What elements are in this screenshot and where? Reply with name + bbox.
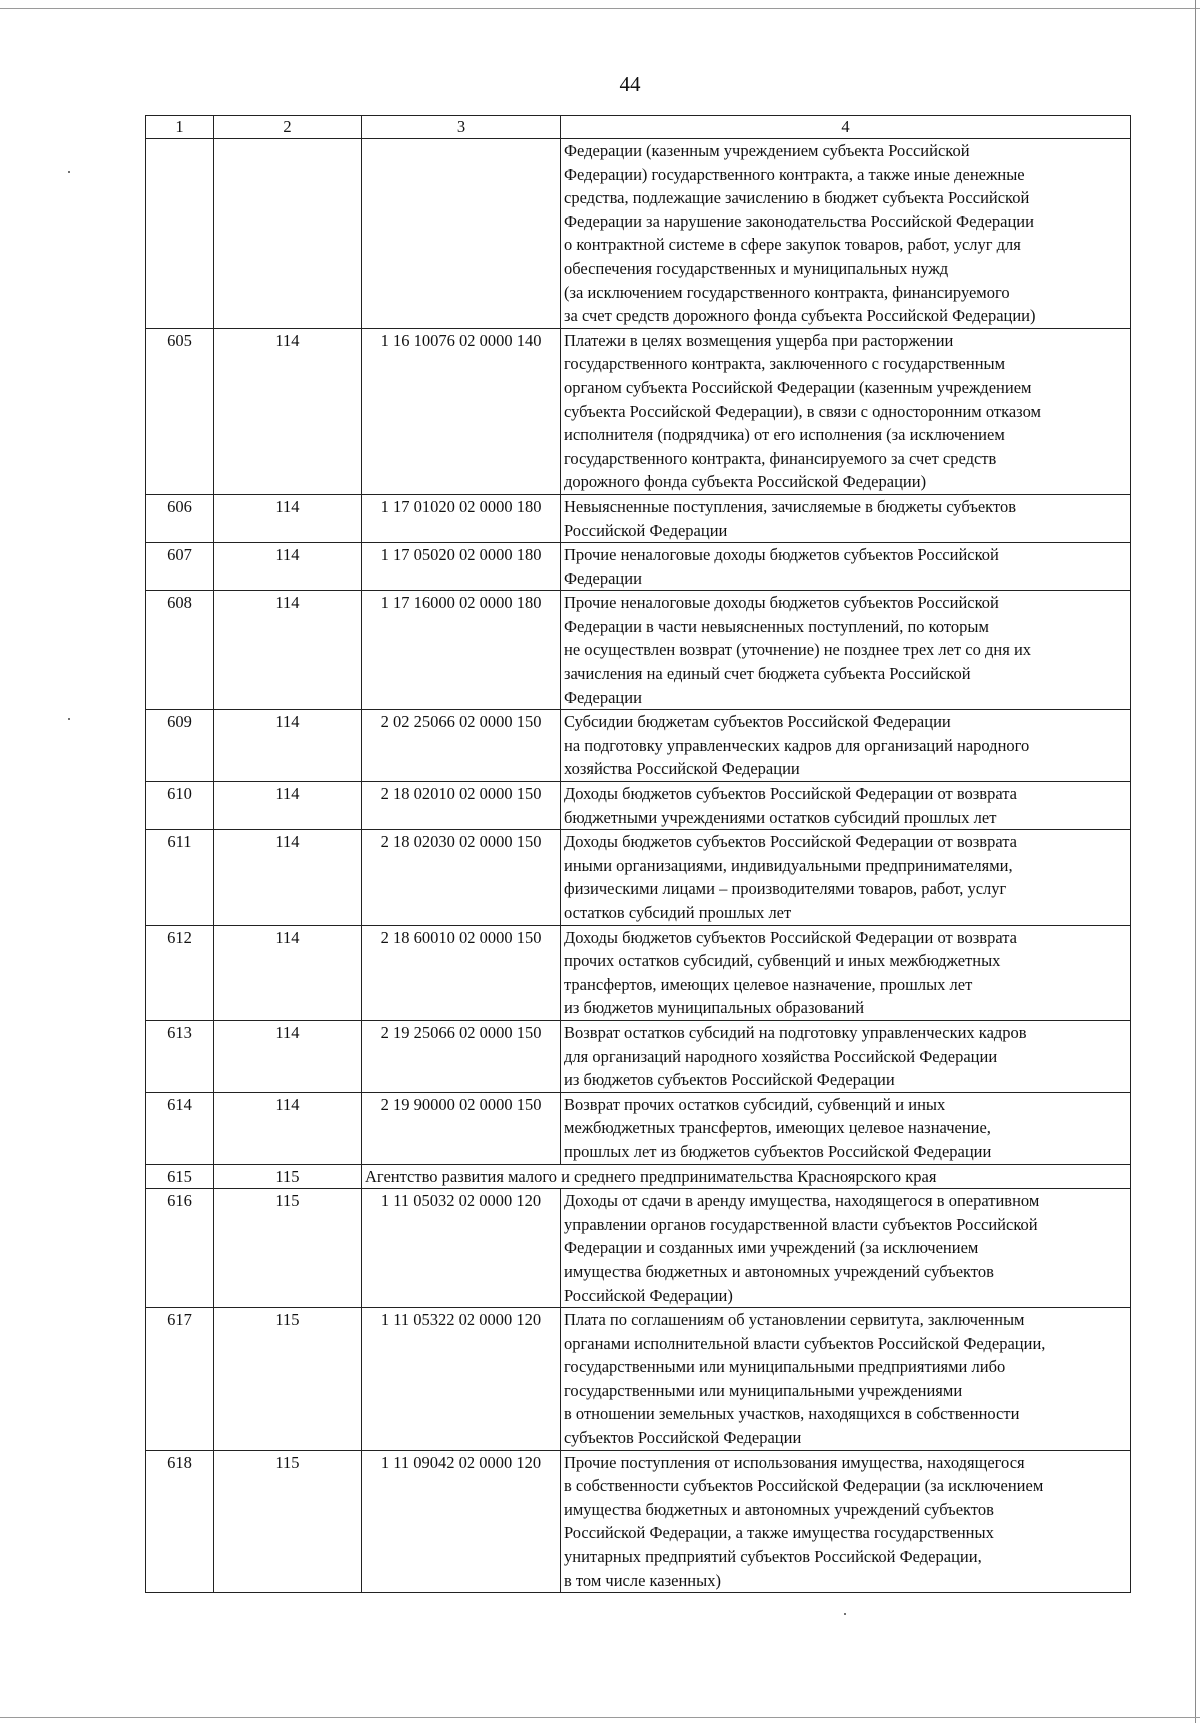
description-line: Прочие неналоговые доходы бюджетов субъектов Российской — [564, 593, 999, 613]
table-row — [146, 1164, 1131, 1189]
description-cell — [561, 1092, 1131, 1164]
admin-code-cell — [214, 139, 362, 329]
description-line: Платежи в целях возмещения ущерба при расторжении — [564, 330, 954, 350]
scan-edge-top — [0, 8, 1200, 9]
description-line: государственного контракта, финансируемого за счет средств — [564, 448, 997, 468]
budget-code-cell: 1 11 05032 02 0000 120 — [362, 1189, 561, 1308]
description-line: средства, подлежащие зачислению в бюджет субъекта Российской — [564, 188, 1030, 208]
budget-code-cell: 1 11 09042 02 0000 120 — [362, 1450, 561, 1593]
admin-code-cell: 114 — [214, 710, 362, 782]
description-line: Российской Федерации, а также имущества государственных — [564, 1523, 994, 1543]
admin-code-cell: 114 — [214, 591, 362, 710]
description-cell — [561, 710, 1131, 782]
admin-code-cell: 115 — [214, 1450, 362, 1593]
table-row — [146, 925, 1131, 1020]
budget-code-cell: 1 17 16000 02 0000 180 — [362, 591, 561, 710]
description-cell — [561, 830, 1131, 925]
description-line: иными организациями, индивидуальными предпринимателями, — [564, 855, 1013, 875]
admin-code-cell: 115 — [214, 1164, 362, 1189]
budget-code-cell: 1 17 01020 02 0000 180 — [362, 494, 561, 542]
row-number-cell: 615 — [146, 1164, 214, 1189]
description-line: унитарных предприятий субъектов Российской Федерации, — [564, 1547, 982, 1567]
column-header-1: 1 — [146, 116, 214, 139]
description-line: Федерации (казенным учреждением субъекта Российской — [564, 141, 970, 160]
description-line: дорожного фонда субъекта Российской Федерации) — [564, 472, 927, 492]
row-number-cell — [146, 139, 214, 329]
row-number-cell: 614 — [146, 1092, 214, 1164]
scan-edge-right — [1195, 0, 1196, 1723]
description-line: органом субъекта Российской Федерации (казенным учреждением — [564, 377, 1032, 397]
table-row — [146, 1020, 1131, 1092]
description-line: Плата по соглашениям об установлении сервитута, заключенным — [564, 1310, 1025, 1330]
table-row — [146, 1308, 1131, 1451]
description-line: Федерации) государственного контракта, а также иные денежные — [564, 164, 1025, 184]
row-number-cell: 606 — [146, 494, 214, 542]
description-line: прочих остатков субсидий, субвенций и иных межбюджетных — [564, 951, 1001, 971]
column-header-3: 3 — [362, 116, 561, 139]
description-line: (за исключением государственного контракта, финансируемого — [564, 282, 1010, 302]
description-cell — [561, 925, 1131, 1020]
row-number-cell: 608 — [146, 591, 214, 710]
admin-code-cell: 114 — [214, 925, 362, 1020]
description-line: Возврат остатков субсидий на подготовку управленческих кадров — [564, 1022, 1027, 1042]
description-cell — [561, 494, 1131, 542]
column-header-4: 4 — [561, 116, 1131, 139]
scan-speck — [68, 718, 70, 720]
table-row — [146, 591, 1131, 710]
budget-code-cell: 2 19 90000 02 0000 150 — [362, 1092, 561, 1164]
budget-code-cell: 1 17 05020 02 0000 180 — [362, 543, 561, 591]
admin-code-cell: 114 — [214, 543, 362, 591]
description-cell — [561, 782, 1131, 830]
row-number-cell: 610 — [146, 782, 214, 830]
description-line: в собственности субъектов Российской Федерации (за исключением — [564, 1476, 1044, 1496]
row-number-cell: 618 — [146, 1450, 214, 1593]
budget-code-cell: 2 18 02030 02 0000 150 — [362, 830, 561, 925]
description-line: Возврат прочих остатков субсидий, субвенций и иных — [564, 1094, 946, 1114]
budget-code-cell: 1 16 10076 02 0000 140 — [362, 328, 561, 494]
table-row — [146, 543, 1131, 591]
table-row — [146, 1092, 1131, 1164]
description-line: за счет средств дорожного фонда субъекта Российской Федерации) — [564, 306, 1036, 326]
admin-code-cell: 114 — [214, 1092, 362, 1164]
description-cell — [561, 1308, 1131, 1451]
description-line: Доходы бюджетов субъектов Российской Федерации от возврата — [564, 832, 1017, 852]
description-line: Федерации — [564, 687, 642, 707]
description-line: Российской Федерации — [564, 520, 728, 540]
row-number-cell: 613 — [146, 1020, 214, 1092]
row-number-cell: 609 — [146, 710, 214, 782]
description-line: не осуществлен возврат (уточнение) не позднее трех лет со дня их — [564, 640, 1032, 660]
description-cell — [561, 139, 1131, 329]
row-number-cell: 605 — [146, 328, 214, 494]
table-row — [146, 782, 1131, 830]
description-line: Прочие поступления от использования имущества, находящегося — [564, 1452, 1025, 1472]
table-row — [146, 494, 1131, 542]
description-line: Федерации за нарушение законодательства Российской Федерации — [564, 211, 1034, 231]
administrator-name-cell — [362, 1164, 1131, 1189]
description-line: прошлых лет из бюджетов субъектов Российской Федерации — [564, 1141, 992, 1161]
description-line: межбюджетных трансфертов, имеющих целевое назначение, — [564, 1118, 991, 1138]
admin-code-cell: 114 — [214, 494, 362, 542]
table-row — [146, 710, 1131, 782]
description-line: Доходы от сдачи в аренду имущества, находящегося в оперативном — [564, 1191, 1040, 1211]
row-number-cell: 616 — [146, 1189, 214, 1308]
description-line: обеспечения государственных и муниципальных нужд — [564, 258, 949, 278]
budget-revenue-table — [145, 115, 1131, 1593]
description-line: Российской Федерации) — [564, 1285, 733, 1305]
table-row — [146, 328, 1131, 494]
description-line: Доходы бюджетов субъектов Российской Федерации от возврата — [564, 927, 1017, 947]
description-cell — [561, 1450, 1131, 1593]
description-line: трансфертов, имеющих целевое назначение, прошлых лет — [564, 974, 973, 994]
description-line: из бюджетов субъектов Российской Федерации — [564, 1070, 895, 1090]
description-line: управлении органов государственной власти субъектов Российской — [564, 1214, 1038, 1234]
admin-code-cell: 114 — [214, 830, 362, 925]
budget-code-cell: 2 18 60010 02 0000 150 — [362, 925, 561, 1020]
description-line: Прочие неналоговые доходы бюджетов субъектов Российской — [564, 545, 999, 565]
description-line: о контрактной системе в сфере закупок товаров, работ, услуг для — [564, 235, 1021, 255]
row-number-cell: 607 — [146, 543, 214, 591]
budget-code-cell: 1 11 05322 02 0000 120 — [362, 1308, 561, 1451]
column-header-2: 2 — [214, 116, 362, 139]
description-line: Доходы бюджетов субъектов Российской Федерации от возврата — [564, 784, 1017, 804]
description-line: бюджетными учреждениями остатков субсидий прошлых лет — [564, 807, 997, 827]
description-line: Федерации и созданных ими учреждений (за исключением — [564, 1238, 979, 1258]
description-line: органами исполнительной власти субъектов Российской Федерации, — [564, 1333, 1046, 1353]
budget-code-cell: 2 19 25066 02 0000 150 — [362, 1020, 561, 1092]
admin-code-cell: 115 — [214, 1308, 362, 1451]
budget-code-cell: 2 18 02010 02 0000 150 — [362, 782, 561, 830]
budget-code-cell: 2 02 25066 02 0000 150 — [362, 710, 561, 782]
description-line: имущества бюджетных и автономных учреждений субъектов — [564, 1499, 994, 1519]
scan-speck — [844, 1613, 846, 1615]
description-line: для организаций народного хозяйства Российской Федерации — [564, 1046, 998, 1066]
description-line: физическими лицами – производителями товаров, работ, услуг — [564, 879, 1007, 899]
row-number-cell: 611 — [146, 830, 214, 925]
description-line: государственного контракта, заключенного с государственным — [564, 354, 1006, 374]
description-line: субъектов Российской Федерации — [564, 1428, 802, 1448]
description-line: субъекта Российской Федерации), в связи с односторонним отказом — [564, 401, 1041, 421]
budget-code-cell — [362, 139, 561, 329]
description-line: хозяйства Российской Федерации — [564, 759, 800, 779]
description-line: исполнителя (подрядчика) от его исполнения (за исключением — [564, 425, 1005, 445]
row-number-cell: 617 — [146, 1308, 214, 1451]
description-line: из бюджетов муниципальных образований — [564, 998, 865, 1018]
scan-speck — [68, 171, 70, 173]
description-line: Невыясненные поступления, зачисляемые в бюджеты субъектов — [564, 496, 1017, 516]
table-row — [146, 1450, 1131, 1593]
continuation-row — [146, 139, 1131, 329]
description-cell — [561, 591, 1131, 710]
description-line: Федерации — [564, 568, 642, 588]
table-row — [146, 1189, 1131, 1308]
page-number: 44 — [619, 72, 641, 96]
description-line: Субсидии бюджетам субъектов Российской Федерации — [564, 712, 951, 732]
description-cell — [561, 543, 1131, 591]
description-line: зачисления на единый счет бюджета субъекта Российской — [564, 664, 971, 684]
description-line: на подготовку управленческих кадров для организаций народного — [564, 735, 1030, 755]
table-row — [146, 830, 1131, 925]
admin-code-cell: 115 — [214, 1189, 362, 1308]
admin-code-cell: 114 — [214, 1020, 362, 1092]
administrator-name: Агентство развития малого и среднего предпринимательства Красноярского края — [365, 1166, 937, 1186]
description-line: имущества бюджетных и автономных учреждений субъектов — [564, 1261, 994, 1281]
description-line: в том числе казенных) — [564, 1570, 721, 1590]
description-cell — [561, 1189, 1131, 1308]
description-line: остатков субсидий прошлых лет — [564, 903, 792, 922]
description-line: государственными или муниципальными учреждениями — [564, 1380, 963, 1400]
scan-edge-bottom — [0, 1717, 1200, 1718]
admin-code-cell: 114 — [214, 328, 362, 494]
row-number-cell: 612 — [146, 925, 214, 1020]
description-line: в отношении земельных участков, находящихся в собственности — [564, 1404, 1020, 1424]
description-line: государственными или муниципальными предприятиями либо — [564, 1357, 1006, 1377]
description-cell — [561, 328, 1131, 494]
table-header-row — [146, 116, 1131, 139]
description-cell — [561, 1020, 1131, 1092]
admin-code-cell: 114 — [214, 782, 362, 830]
description-line: Федерации в части невыясненных поступлений, по которым — [564, 616, 989, 636]
